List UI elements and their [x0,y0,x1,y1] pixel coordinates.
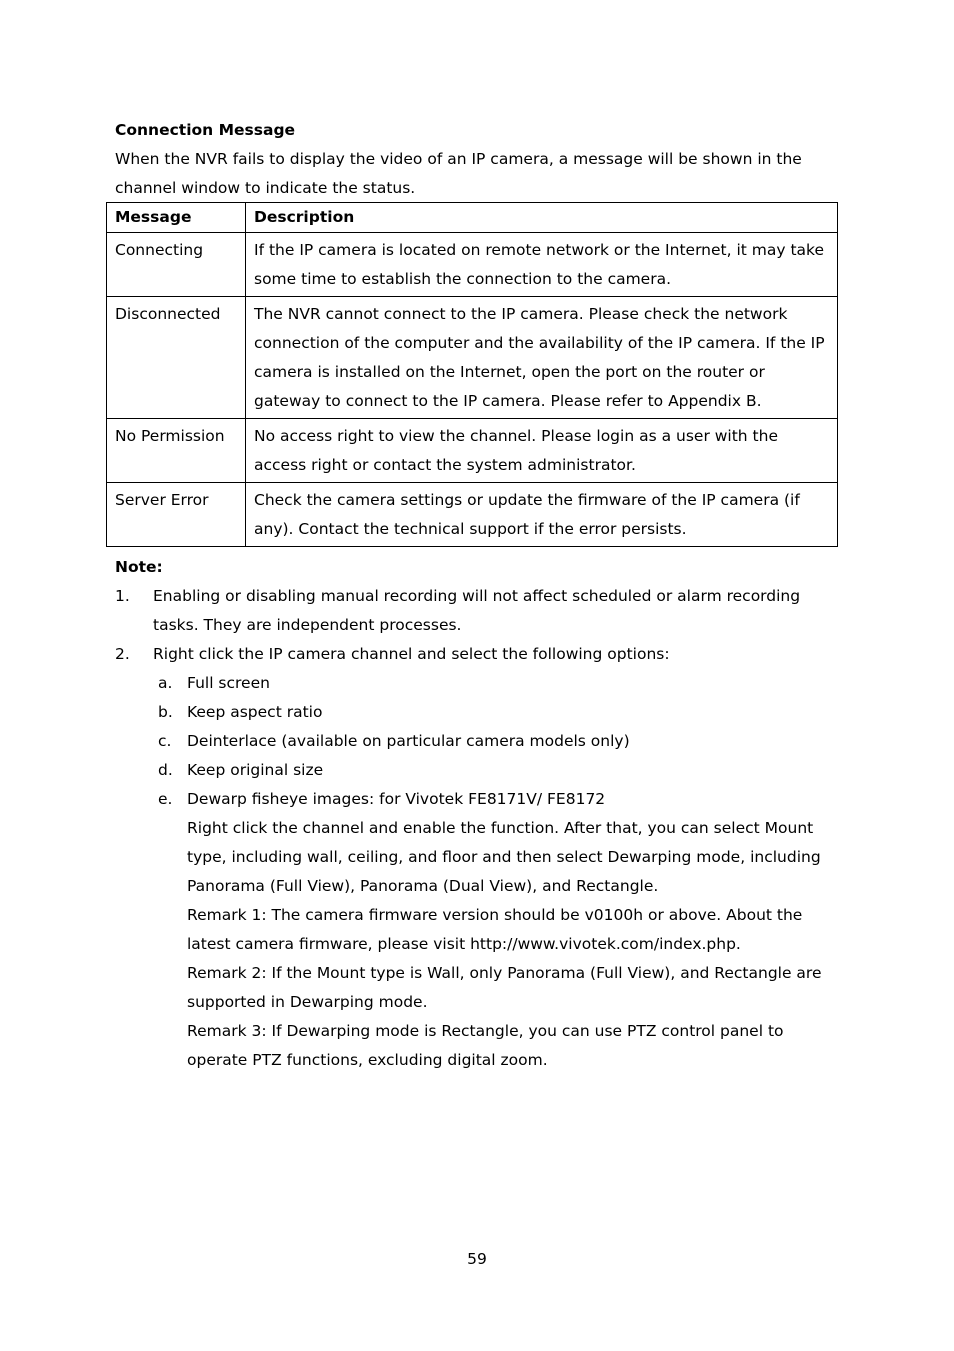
intro-paragraph: When the NVR fails to display the video of an IP camera, a message will be shown in the channel window to indicate the status. [115,150,802,197]
page-number: 59 [467,1250,487,1268]
option-letter: b. [158,703,173,721]
option-item [115,727,845,756]
note-number: 1. [115,587,130,605]
description-cell: If the IP camera is located on remote network or the Internet, it may take some time to establish the connection to the camera. [246,233,838,297]
note-text: Enabling or disabling manual recording will not affect scheduled or alarm recording tasks. They are independent processes. [153,587,801,634]
option-item [115,756,845,785]
table-row [107,297,838,419]
message-cell: Server Error [107,483,246,547]
option-letter: a. [158,674,173,692]
section-title: Connection Message [115,121,296,139]
description-cell: Check the camera settings or update the firmware of the IP camera (if any). Contact the technical support if the error persists. [246,483,838,547]
option-item [115,669,845,698]
description-cell: The NVR cannot connect to the IP camera. Please check the network connection of the computer and the availability of the IP camera. If the IP camera is installed on the Internet, open the port on the router or gateway to connect to the IP camera. Please refer to Appendix B. [246,297,838,419]
message-cell: Connecting [107,233,246,297]
message-cell: Disconnected [107,297,246,419]
table-row [107,483,838,547]
note-item [115,640,845,669]
note-number: 2. [115,645,130,663]
option-letter: e. [158,790,173,808]
remark-3-paragraph: Remark 3: If Dewarping mode is Rectangle, you can use PTZ control panel to operate PTZ functions, excluding digital zoom. [187,1022,784,1069]
remark-1-paragraph: Remark 1: The camera firmware version should be v0100h or above. About the latest camera firmware, please visit http://www.vivotek.com/index.php. [187,906,803,953]
note-item [115,582,845,640]
table-row [107,233,838,297]
option-text: Full screen [187,674,270,692]
option-item [115,785,845,814]
column-header-description: Description [246,203,838,233]
column-header-message: Message [107,203,246,233]
option-text: Keep aspect ratio [187,703,323,721]
option-letter: c. [158,732,172,750]
note-title: Note: [115,558,163,576]
note-text: Right click the IP camera channel and select the following options: [153,645,670,663]
remark-2-paragraph: Remark 2: If the Mount type is Wall, only Panorama (Full View), and Rectangle are supported in Dewarping mode. [187,964,822,1011]
dewarp-detail-paragraph: Right click the channel and enable the function. After that, you can select Mount type, including wall, ceiling, and floor and then select Dewarping mode, including Panorama (Full View), Panorama (Dual View), and Rectangle. [187,819,821,895]
option-text: Dewarp fisheye images: for Vivotek FE8171V/ FE8172 [187,790,606,808]
connection-message-table [106,202,838,547]
message-cell: No Permission [107,419,246,483]
table-header-row [107,203,838,233]
table-row [107,419,838,483]
option-item [115,698,845,727]
option-text: Deinterlace (available on particular camera models only) [187,732,630,750]
description-cell: No access right to view the channel. Please login as a user with the access right or contact the system administrator. [246,419,838,483]
option-letter: d. [158,761,173,779]
note-list [115,582,845,1075]
option-text: Keep original size [187,761,324,779]
